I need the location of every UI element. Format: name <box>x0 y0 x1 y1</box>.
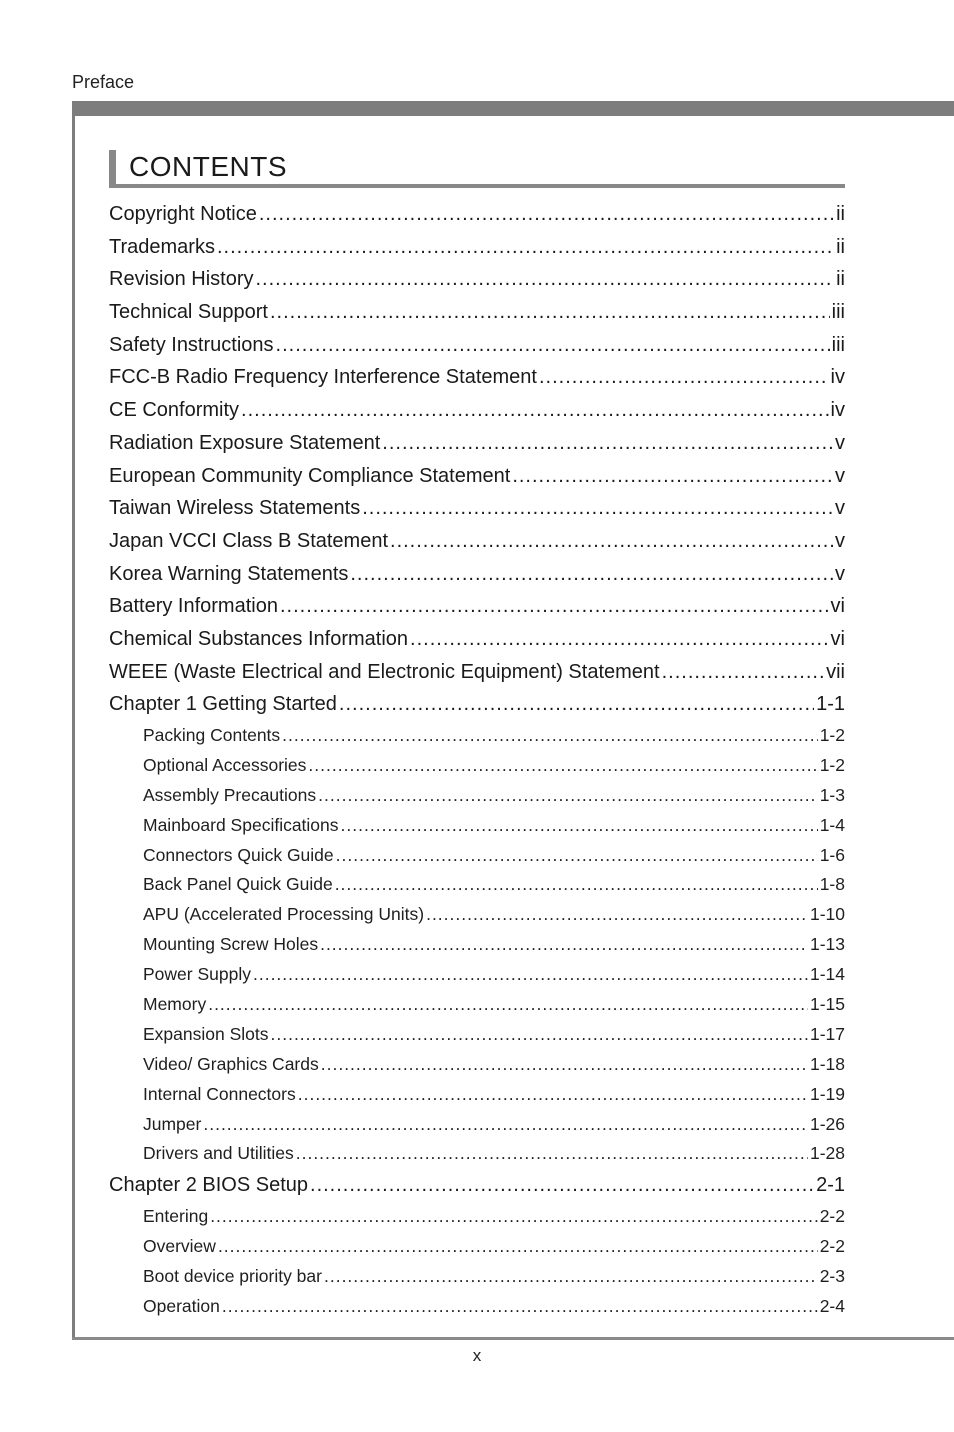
toc-entry-title: Korea Warning Statements <box>109 562 349 585</box>
toc-entry-page: 1-10 <box>809 904 845 925</box>
contents-heading <box>109 150 845 188</box>
toc-entry-title: FCC-B Radio Frequency Interference Statement <box>109 366 537 389</box>
toc-entry-page: 2-2 <box>819 1235 845 1256</box>
toc-subentry[interactable] <box>109 1020 845 1050</box>
heading-accent-bar <box>109 150 116 187</box>
toc-entry[interactable] <box>109 361 845 394</box>
toc-entry-page: 2-2 <box>819 1206 845 1227</box>
toc-entry-page: 1-26 <box>809 1113 845 1134</box>
toc-subentry[interactable] <box>109 1050 845 1080</box>
toc-entry-page: iv <box>830 399 845 422</box>
toc-entry-title: Chapter 2 BIOS Setup <box>109 1174 309 1197</box>
toc-entry-page: 1-28 <box>809 1143 845 1164</box>
toc-entry-page: 1-15 <box>809 994 845 1015</box>
toc-entry-title: Video/ Graphics Cards <box>143 1053 319 1074</box>
toc-entry-title: Back Panel Quick Guide <box>143 874 333 895</box>
toc-subentry[interactable] <box>109 781 845 811</box>
toc-entry-title: Assembly Precautions <box>143 784 317 805</box>
toc-leader-dots <box>390 525 833 558</box>
toc-entry-page: 1-2 <box>819 725 845 745</box>
toc-entry-page: 1-1 <box>816 693 845 716</box>
toc-leader-dots <box>298 1080 808 1110</box>
toc-leader-dots <box>253 960 808 990</box>
toc-subentry[interactable] <box>109 870 845 900</box>
toc-subentry[interactable] <box>109 900 845 930</box>
toc-subentry[interactable] <box>109 751 845 781</box>
toc-subentry[interactable] <box>109 1292 845 1322</box>
toc-leader-dots <box>282 721 818 751</box>
toc-entry[interactable] <box>109 656 845 689</box>
toc-leader-dots <box>324 1262 818 1292</box>
toc-entry-page: vi <box>830 595 845 618</box>
toc-entry-title: Entering <box>143 1206 209 1227</box>
toc-entry-title: Internal Connectors <box>143 1083 296 1104</box>
toc-entry[interactable] <box>109 296 845 329</box>
toc-entry-page: 1-17 <box>809 1023 845 1044</box>
toc-entry-title: Drivers and Utilities <box>143 1143 294 1164</box>
toc-leader-dots <box>276 329 830 362</box>
toc-entry-title: European Community Compliance Statement <box>109 464 511 487</box>
toc-entry[interactable] <box>109 460 845 493</box>
toc-entry-page: 1-14 <box>809 964 845 985</box>
toc-subentry[interactable] <box>109 960 845 990</box>
toc-entry-page: 1-19 <box>809 1083 845 1104</box>
toc-entry-page: v <box>835 464 845 487</box>
toc-entry-title: Operation <box>143 1295 220 1316</box>
toc-leader-dots <box>350 558 833 591</box>
toc-leader-dots <box>410 623 829 656</box>
contents-title: CONTENTS <box>129 151 287 182</box>
toc-entry-title: Memory <box>143 994 207 1015</box>
toc-leader-dots <box>336 841 818 871</box>
toc-leader-dots <box>318 781 818 811</box>
toc-entry-title: Mounting Screw Holes <box>143 934 319 955</box>
toc-leader-dots <box>210 1202 818 1232</box>
toc-entry[interactable] <box>109 198 845 231</box>
toc-leader-dots <box>341 811 818 841</box>
toc-entry-page: 2-1 <box>816 1174 845 1197</box>
toc-entry[interactable] <box>109 492 845 525</box>
toc-entry-title: Overview <box>143 1235 216 1256</box>
toc-entry-title: Japan VCCI Class B Statement <box>109 529 389 552</box>
toc-entry[interactable] <box>109 329 845 362</box>
toc-entry-page: ii <box>836 235 845 258</box>
toc-leader-dots <box>208 990 808 1020</box>
toc-entry[interactable] <box>109 394 845 427</box>
toc-entry-page: 1-4 <box>819 814 845 835</box>
toc-entry-page: v <box>835 431 845 454</box>
toc-leader-dots <box>271 1020 808 1050</box>
heading-underline <box>109 184 845 188</box>
toc-leader-dots <box>217 231 834 264</box>
toc-leader-dots <box>259 198 834 231</box>
toc-subentry[interactable] <box>109 1262 845 1292</box>
toc-entry[interactable] <box>109 558 845 591</box>
toc-entry-title: Power Supply <box>143 964 251 985</box>
toc-entry-page: ii <box>836 203 845 225</box>
toc-entry[interactable] <box>109 1169 845 1202</box>
table-of-contents <box>109 198 845 1322</box>
toc-subentry[interactable] <box>109 1139 845 1169</box>
toc-leader-dots <box>362 492 833 525</box>
toc-leader-dots <box>308 751 817 781</box>
toc-subentry[interactable] <box>109 811 845 841</box>
toc-entry-title: Taiwan Wireless Statements <box>109 497 361 520</box>
bottom-border <box>72 1337 954 1340</box>
toc-entry-title: Boot device priority bar <box>143 1265 322 1286</box>
toc-entry-page: vii <box>826 660 845 683</box>
header-bar <box>72 101 954 116</box>
toc-entry[interactable] <box>109 263 845 296</box>
toc-entry-page: 1-3 <box>819 784 845 805</box>
toc-entry-title: Trademarks <box>109 235 215 258</box>
toc-leader-dots <box>335 870 818 900</box>
toc-entry-page: iii <box>831 301 845 324</box>
toc-entry-page: 1-18 <box>809 1053 845 1074</box>
toc-entry-page: iv <box>830 366 845 389</box>
toc-entry-page: 1-2 <box>819 754 845 775</box>
toc-leader-dots <box>382 427 833 460</box>
toc-entry[interactable] <box>109 590 845 623</box>
toc-subentry[interactable] <box>109 1202 845 1232</box>
toc-leader-dots <box>320 930 808 960</box>
toc-leader-dots <box>255 263 834 296</box>
toc-entry-title: Connectors Quick Guide <box>143 844 334 865</box>
toc-entry-page: v <box>835 497 845 520</box>
toc-subentry[interactable] <box>109 930 845 960</box>
toc-entry-title: Optional Accessories <box>143 754 307 775</box>
toc-entry-title: Battery Information <box>109 595 278 618</box>
toc-leader-dots <box>296 1139 808 1169</box>
toc-subentry[interactable] <box>109 990 845 1020</box>
toc-entry-title: Technical Support <box>109 301 268 324</box>
toc-entry-title: Jumper <box>143 1113 202 1134</box>
toc-entry[interactable] <box>109 525 845 558</box>
toc-entry-title: Revision History <box>109 268 254 291</box>
toc-entry-page: vi <box>830 627 845 650</box>
toc-entry[interactable] <box>109 427 845 460</box>
toc-entry-title: WEEE (Waste Electrical and Electronic Equipment) Statement <box>109 660 660 683</box>
page-number: x <box>472 1346 482 1365</box>
toc-leader-dots <box>270 296 830 329</box>
toc-subentry[interactable] <box>109 841 845 871</box>
toc-entry-title: Expansion Slots <box>143 1023 269 1044</box>
toc-entry-page: v <box>835 562 845 585</box>
toc-entry-title: Safety Instructions <box>109 333 274 356</box>
toc-leader-dots <box>222 1292 818 1322</box>
toc-leader-dots <box>218 1232 818 1262</box>
toc-leader-dots <box>321 1050 808 1080</box>
toc-leader-dots <box>280 590 829 623</box>
toc-entry-title: Mainboard Specifications <box>143 814 339 835</box>
toc-subentry[interactable] <box>109 1110 845 1140</box>
toc-entry-title: APU (Accelerated Processing Units) <box>143 904 425 925</box>
toc-subentry[interactable] <box>109 1080 845 1110</box>
toc-entry-title: Copyright Notice <box>109 203 257 225</box>
left-border <box>72 101 75 1340</box>
toc-entry-page: 1-6 <box>819 844 845 865</box>
toc-leader-dots <box>203 1110 808 1140</box>
toc-subentry[interactable] <box>109 1232 845 1262</box>
toc-entry[interactable] <box>109 231 845 264</box>
toc-leader-dots <box>339 688 814 721</box>
toc-leader-dots <box>539 361 829 394</box>
section-label: Preface <box>72 72 135 92</box>
toc-leader-dots <box>512 460 833 493</box>
toc-entry-page: 2-4 <box>819 1295 845 1316</box>
toc-entry-page: iii <box>831 333 845 356</box>
toc-entry-page: ii <box>836 268 845 291</box>
toc-entry-page: 1-13 <box>809 934 845 955</box>
toc-entry-page: 2-3 <box>819 1265 845 1286</box>
toc-entry-page: v <box>835 529 845 552</box>
toc-entry-page: 1-8 <box>819 874 845 895</box>
toc-entry-title: Chemical Substances Information <box>109 627 409 650</box>
toc-leader-dots <box>310 1169 814 1202</box>
toc-entry-title: Packing Contents <box>143 725 281 745</box>
toc-leader-dots <box>241 394 829 427</box>
toc-entry[interactable] <box>109 623 845 656</box>
toc-entry[interactable] <box>109 688 845 721</box>
toc-leader-dots <box>662 656 825 689</box>
toc-subentry[interactable] <box>109 721 845 751</box>
toc-entry-title: CE Conformity <box>109 399 240 422</box>
toc-entry-title: Chapter 1 Getting Started <box>109 693 337 716</box>
toc-leader-dots <box>426 900 808 930</box>
toc-entry-title: Radiation Exposure Statement <box>109 431 381 454</box>
